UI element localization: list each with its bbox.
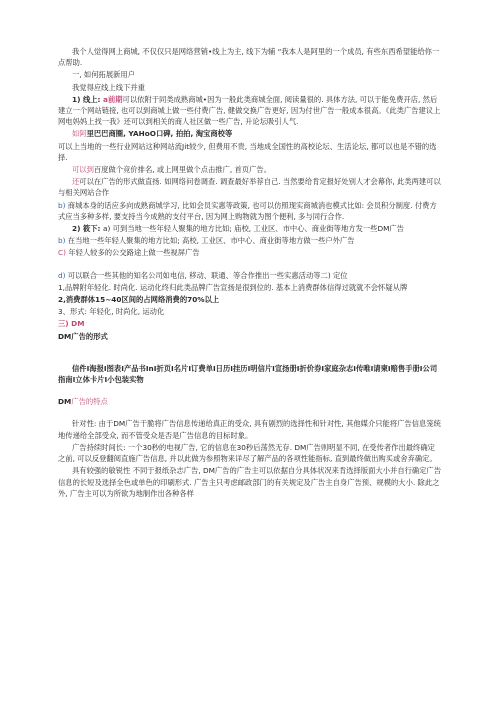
paragraph-outdoor-ads xyxy=(58,235,442,246)
spacer xyxy=(58,408,442,418)
paragraph-dm-forms-list xyxy=(58,363,442,385)
intro-paragraph xyxy=(58,46,442,68)
accent-text: 还 xyxy=(72,177,80,187)
list-marker: b) xyxy=(58,236,66,246)
accent-text: 如阿 xyxy=(72,129,87,139)
paragraph-platforms xyxy=(58,128,442,139)
paragraph-text: 年轻人较多的公交路途上做一些视屏广告 xyxy=(65,248,200,258)
paragraph-text: 可以依附于同类成熟商城•因为一般此类商城全面, 阅读量很的. 具体方法, 可以于能免费开店, 然后建立一个网站链接, 也可以到商城上做一些付费广告, 健做交换广告更好, 因为付世广告一般成本很高。《此类广告建议上网电妈妈上找一我》还可以到相关的商人社区做一些广告, 升论坛吸引人气. xyxy=(58,94,441,127)
paragraph-offline xyxy=(58,223,442,234)
paragraph-flexibility xyxy=(58,465,442,499)
accent-text: a前期 xyxy=(103,94,123,104)
paragraph-online-offline xyxy=(58,82,442,93)
spacer xyxy=(58,386,442,396)
paragraph-positioning-1 xyxy=(58,282,442,293)
paragraph-text: 具有较强的敏锐性 不同于报纸杂志广告, DM广告的广告主可以依据自分具体状况来肯选择版面大小并自行确定广告信息的长短及选择全色或单色的印刷形式. 广告主只考虑邮政部门的有关规定及广告主自身广告预、规模的大小. 除此之外, 广告主可以为所欲为地制作出各种各样 xyxy=(58,466,442,498)
paragraph-survey xyxy=(58,176,442,198)
paragraph-text: 可以联合一些其他的知名公司如电信, 移动、联通、等合作推出一些实惠活动等二) 定位 xyxy=(65,270,348,280)
section-heading-dm xyxy=(58,318,442,329)
paragraph-text: 百度做个竞价排名, 或上网里做个点击推广, 首页广告。 xyxy=(93,165,271,175)
paragraph-text: 信件I海报I图表I产品书InI折页I名片I订费单I日历I挂历I明信片I宣扬册I折价券I家庭杂志I传唯I请柬I赔售手册I公司指南I立体卡片I小包装实物 xyxy=(58,363,438,385)
list-marker: b) xyxy=(58,200,66,210)
paragraph-text: 针对性: 由于DM广告干脆将广告信息传递给真正的受众, 具有剧烈的选择性和针对性, 其他媒介只能将广告信息笼统地传递给全部受众, 而不管受众是否是广告信息的目标时象。 xyxy=(58,419,441,440)
paragraph-duration xyxy=(58,442,442,464)
paragraph-targeting xyxy=(58,418,442,440)
paragraph-text: 1,品牌附年轻化. 时尚化. 运动化终归此类品牌广告宣扬是很到位的. 基本上消费群体信得过就就不会怀疑从牌 xyxy=(58,282,408,292)
accent-text: 可以到 xyxy=(72,165,94,175)
paragraph-text: 可以在广告的形式做直扬. 如网络问卷调查. 调查最好举荐自己. 当然要给肯定报好处别人才会幕你, 此类两建可以与相关网站合作 xyxy=(58,177,441,198)
spacer xyxy=(58,343,442,363)
paragraph-text: 2,消费群体15~40区间的占网络消费的70%以上 xyxy=(58,295,220,305)
heading-text: 三) DM xyxy=(58,319,85,329)
item-prefix: 2) 筱下: xyxy=(72,224,104,234)
section-subheading-dm-forms xyxy=(58,331,442,342)
paragraph-text: 我觉得应线上线下并重 xyxy=(72,82,145,92)
item-prefix: 1) 线上: xyxy=(72,94,104,104)
spacer xyxy=(58,260,442,270)
heading-text: DM广告的形式 xyxy=(58,331,108,341)
intro-text: 我个人觉得网上商城, 不仅仅只是网络营销•线上为主, 线下为辅 “我本人是阿里的一个成员, 有些东西希望能给你一点帮助. xyxy=(58,47,440,68)
paragraph-text: 里巴巴商圈, YAHoO口碑, 拍拍, 淘宝商校等 xyxy=(86,129,233,139)
paragraph-mall-itself xyxy=(58,200,442,222)
paragraph-text: 广告持续时间长: 一个30秒的电视广告, 它的信息在30秒后荡然无存. DM广告则明显不同, 在受传者作出最终确定之前, 可以反登翻阅直施广告信息, 并以此做为参照物来详尽了解产品的各项性能指标, 直到最终做出购买或舍弃确定。 xyxy=(58,442,437,464)
list-marker: d) xyxy=(58,270,66,280)
section-subheading-dm-features xyxy=(58,396,442,407)
paragraph-positioning-3 xyxy=(58,306,442,317)
paragraph-text: 在当地一些年轻人聚集的地方比如; 高校, 工业区、市中心、商业街等地方做一些户外广告 xyxy=(65,236,355,246)
paragraph-online xyxy=(58,94,442,128)
heading-text: 一, 如何拓展新用户 xyxy=(72,70,136,80)
paragraph-text: 商城本身的话应多向成熟商城学习, 比如会员实惠等政策, 也可以仿照现实商城消也模式比如: 会员积分制度. 付费方式应当多种多样, 要支持当今成熟的支付平台, 因为网上购物就为图个便利, 多与同行合作. xyxy=(58,200,437,221)
paragraph-partners xyxy=(58,270,442,281)
heading-text: 广告的特点 xyxy=(71,397,108,407)
paragraph-text: 可以上当地的一些行业网站这种网站流Jit较少, 但费用不贵, 当地成全国性的高校论坛、生活论坛, 都可以也是不错的选择. xyxy=(58,141,437,162)
paragraph-bus-ads xyxy=(58,247,442,258)
paragraph-local-sites xyxy=(58,141,442,163)
list-marker: C) xyxy=(58,248,66,258)
paragraph-positioning-2 xyxy=(58,294,442,305)
paragraph-text: 3、形式: 年轻化, 时尚化, 运动化 xyxy=(58,307,165,317)
heading-prefix: DM xyxy=(58,397,72,407)
section-heading-1 xyxy=(58,69,442,80)
paragraph-baidu xyxy=(58,164,442,175)
paragraph-text: a) 可到当地一些年轻人聚集的地方比如; 庙校, 工业区、市中心、商业街等地方发一些DM广告 xyxy=(103,224,404,234)
